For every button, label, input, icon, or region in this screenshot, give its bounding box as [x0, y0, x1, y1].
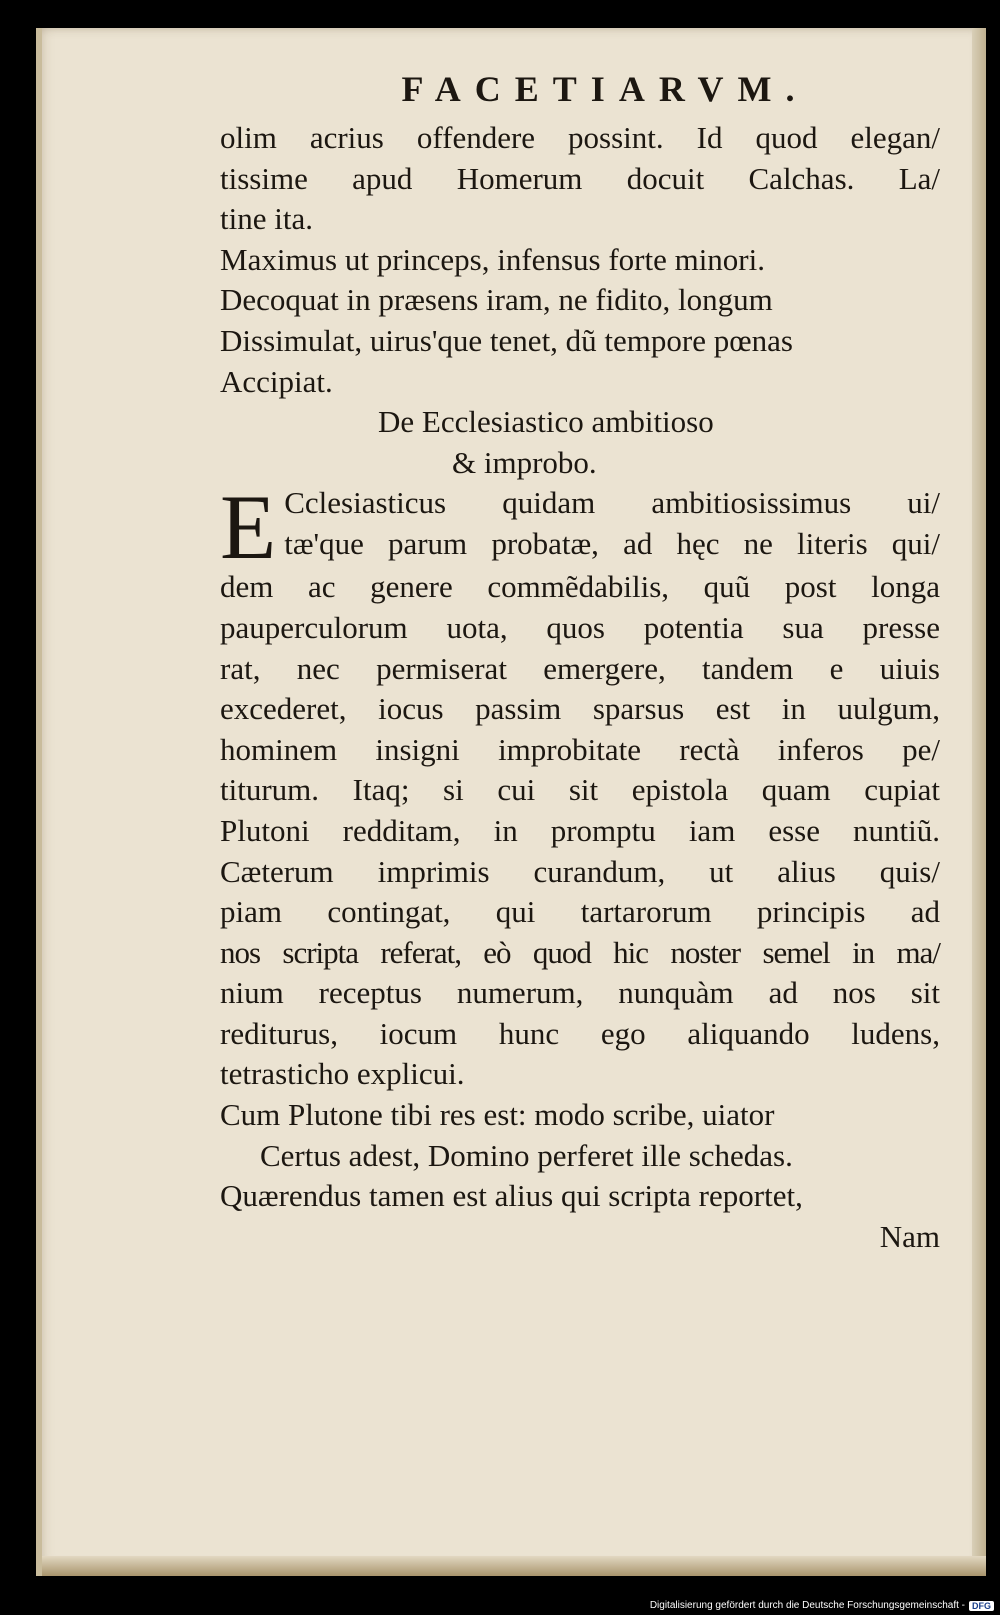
- text-line: hominem insigni improbitate rectà inferos pe/: [220, 731, 940, 767]
- text-line: rat, nec permiserat emergere, tandem e uiuis: [220, 650, 940, 686]
- text-line: nos scripta referat, eò quod hic noster semel in ma/: [220, 934, 940, 970]
- verse-line: Accipiat.: [220, 363, 333, 399]
- text-line: Cclesiasticus quidam ambitiosissimus ui/: [284, 485, 940, 521]
- verse-line: Certus adest, Domino perferet ille schedas.: [260, 1137, 793, 1173]
- text-line: pauperculorum uota, quos potentia sua presse: [220, 609, 940, 645]
- text-line: piam contingat, qui tartarorum principis ad: [220, 894, 940, 930]
- page-text: [220, 68, 940, 1257]
- dfg-logo-icon: DFG: [969, 1601, 994, 1611]
- catchword: Nam: [879, 1218, 940, 1254]
- paragraph: [220, 483, 940, 567]
- verse-line: Decoquat in præsens iram, ne fidito, longum: [220, 282, 773, 318]
- page-edge-right: [972, 28, 986, 1576]
- text-line: nium receptus numerum, nunquàm ad nos sit: [220, 975, 940, 1011]
- book-page: [36, 28, 986, 1576]
- text-line: Plutoni redditam, in promptu iam esse nuntiũ.: [220, 812, 940, 848]
- text-line: titurum. Itaq; si cui sit epistola quam cupiat: [220, 772, 940, 808]
- drop-cap: E: [220, 483, 277, 568]
- running-header: FACETIARVM.: [401, 69, 809, 109]
- text-line: tine ita.: [220, 201, 313, 237]
- section-title: De Ecclesiastico ambitioso: [378, 404, 714, 440]
- text-line: tæ'que parum probatæ, ad hęc ne literis qui/: [284, 525, 940, 561]
- verse-line: Quærendus tamen est alius qui scripta reportet,: [220, 1178, 803, 1214]
- text-line: olim acrius offendere possint. Id quod elegan/: [220, 120, 940, 155]
- page-edge-bottom: [42, 1556, 986, 1576]
- text-line: excederet, iocus passim sparsus est in uulgum,: [220, 691, 940, 727]
- text-line: dem ac genere commẽdabilis, quũ post longa: [220, 569, 940, 605]
- text-line: tetrasticho explicui.: [220, 1056, 465, 1092]
- verse-line: Dissimulat, uirus'que tenet, dũ tempore pœnas: [220, 322, 793, 358]
- text-line: Cæterum imprimis curandum, ut alius quis/: [220, 853, 940, 889]
- text-line: tissime apud Homerum docuit Calchas. La/: [220, 160, 940, 196]
- section-title: & improbo.: [452, 444, 597, 480]
- verse-line: Maximus ut princeps, infensus forte minori.: [220, 241, 765, 277]
- verse-line: Cum Plutone tibi res est: modo scribe, uiator: [220, 1097, 775, 1133]
- credit-text: Digitalisierung gefördert durch die Deutsche Forschungsgemeinschaft -: [649, 1600, 965, 1611]
- digitization-credit: [650, 1600, 994, 1611]
- text-line: rediturus, iocum hunc ego aliquando ludens,: [220, 1015, 940, 1051]
